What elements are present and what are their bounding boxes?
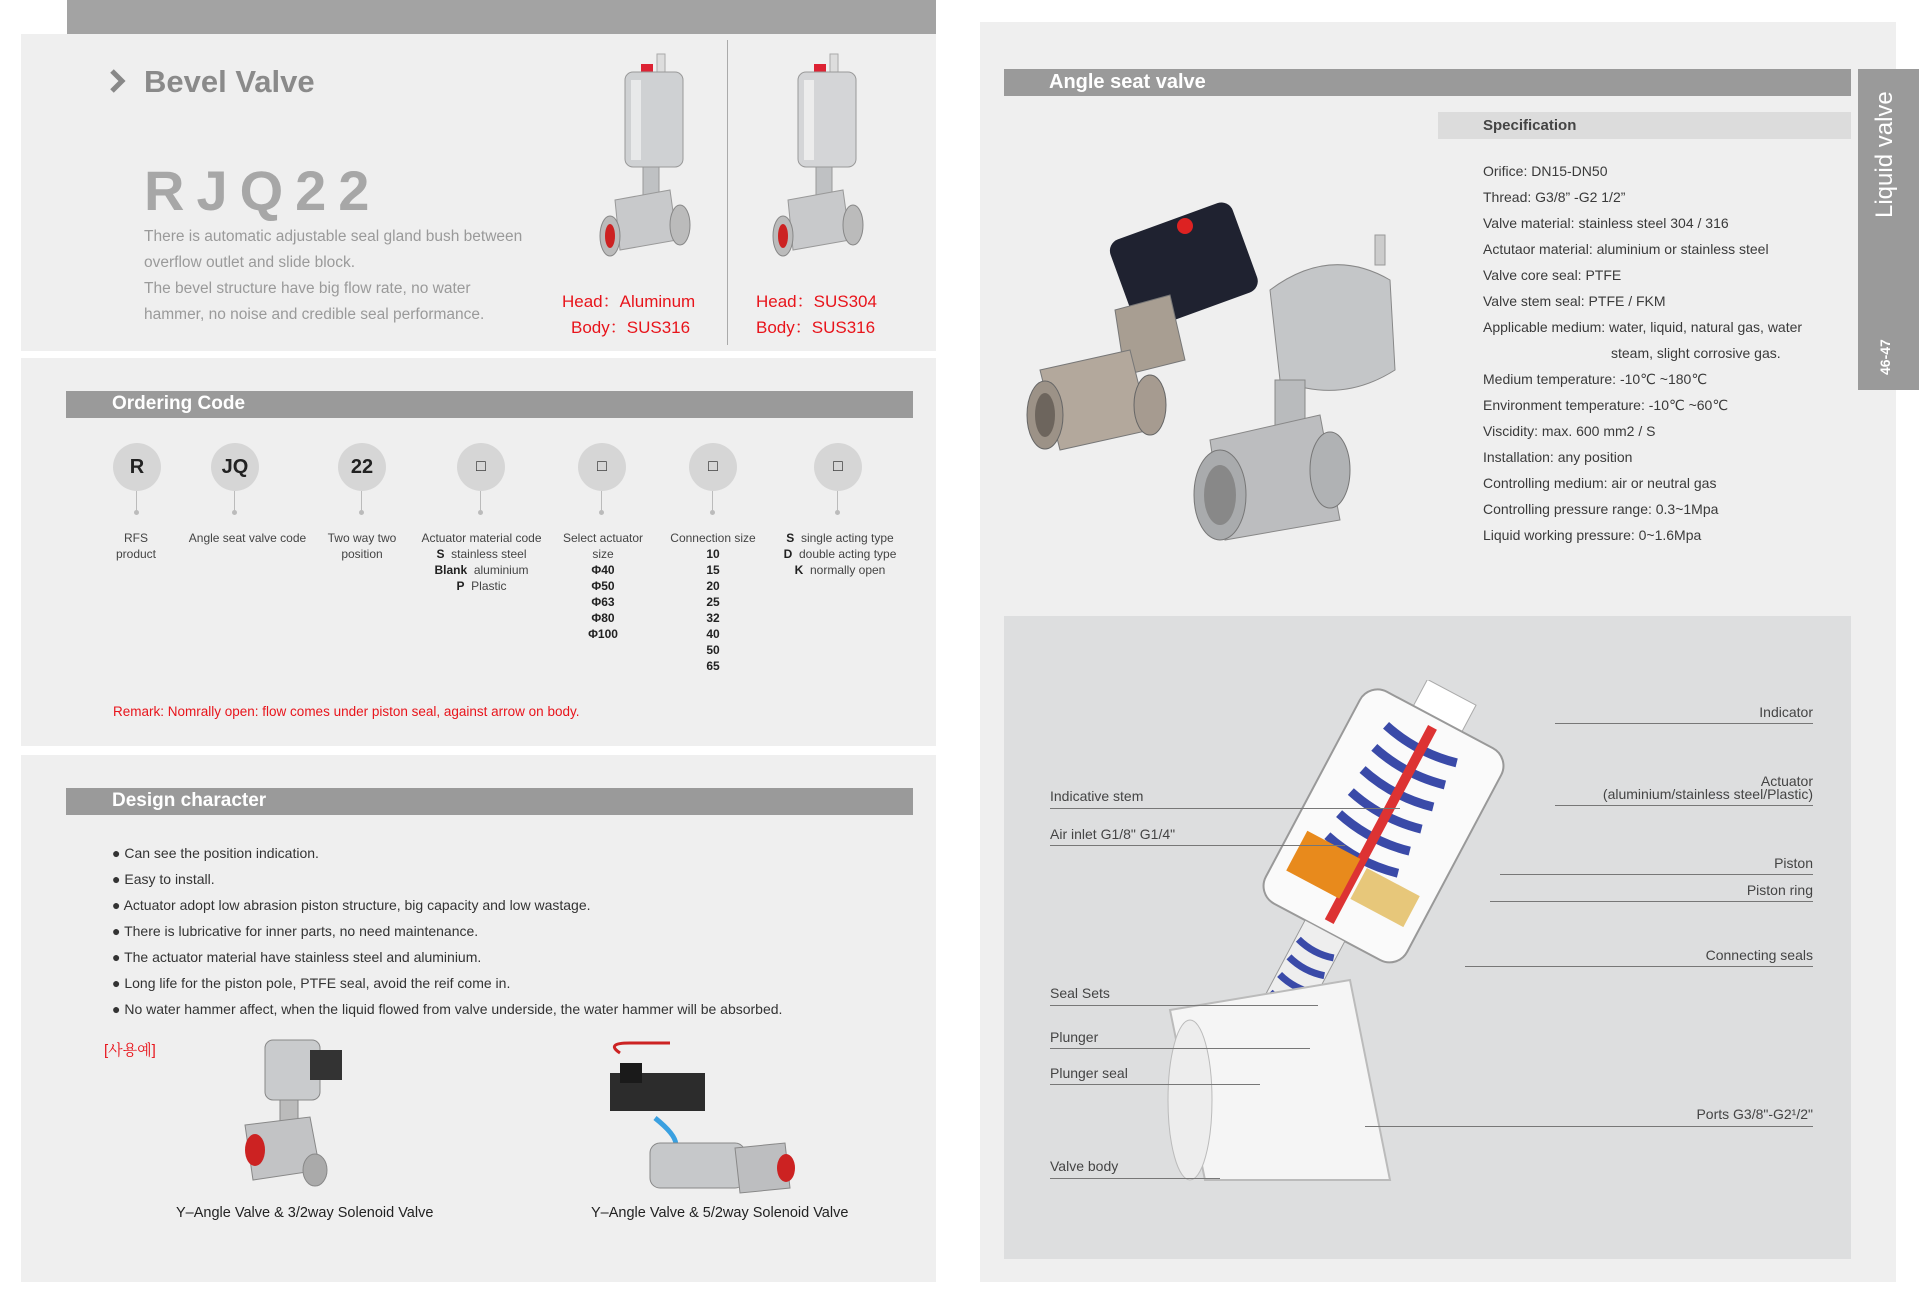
variant-1-body: Body：SUS316	[571, 318, 691, 337]
leader-line	[1555, 805, 1813, 806]
code-col-actuator-material	[414, 530, 549, 594]
leader-line	[1050, 1005, 1318, 1006]
code-key: 10	[706, 547, 720, 561]
leader-line	[1050, 808, 1400, 809]
label-indicative-stem: Indicative stem	[1050, 788, 1144, 804]
remark-text: Remark: Nomrally open: flow comes under piston seal, against arrow on body.	[113, 704, 580, 719]
spec-line: Liquid working pressure: 0~1.6Mpa	[1483, 527, 1702, 543]
label-plunger-seal: Plunger seal	[1050, 1065, 1128, 1081]
spec-line: Valve stem seal: PTFE / FKM	[1483, 293, 1666, 309]
model-code: RJQ22	[144, 159, 382, 222]
spec-line: Viscidity: max. 600 mm2 / S	[1483, 423, 1656, 439]
code-circle: □	[814, 443, 862, 491]
code-key: Φ40	[591, 563, 615, 577]
variant-1-head: Head：Aluminum	[562, 292, 696, 311]
connector-line	[480, 491, 481, 511]
label-ports: Ports G3/8"-G2¹/2"	[1696, 1106, 1813, 1122]
connector-line	[837, 491, 838, 511]
sus304-valve-image	[758, 50, 868, 275]
code-circle: 22	[338, 443, 386, 491]
design-bullet: ● Actuator adopt low abrasion piston structure, big capacity and low wastage.	[112, 897, 591, 913]
design-bullet: ● Easy to install.	[112, 871, 215, 887]
label-seal-sets: Seal Sets	[1050, 985, 1110, 1001]
code-col-two-way	[316, 530, 408, 562]
connector-dot	[710, 510, 715, 515]
connector-dot	[359, 510, 364, 515]
connector-dot	[478, 510, 483, 515]
description-line: overflow outlet and slide block.	[144, 254, 356, 271]
spec-line: Applicable medium: water, liquid, natural gas, water	[1483, 319, 1803, 335]
connector-line	[361, 491, 362, 511]
code-col-actuator-size	[552, 530, 654, 642]
code-circle: R	[113, 443, 161, 491]
leader-line	[1050, 1048, 1310, 1049]
angle-seat-header	[1004, 69, 1851, 96]
code-col-acting-type	[770, 530, 910, 578]
connector-line	[234, 491, 235, 511]
code-text: single acting type	[800, 531, 894, 545]
spec-line: Controlling pressure range: 0.3~1Mpa	[1483, 501, 1719, 517]
leader-line	[1050, 845, 1345, 846]
code-key: S	[436, 547, 445, 561]
code-col-connection-size	[660, 530, 766, 674]
code-text: normally open	[809, 563, 886, 577]
code-text: Actuator material code	[421, 531, 542, 545]
design-bullet: ● Long life for the piston pole, PTFE seal, avoid the reif come in.	[112, 975, 511, 991]
left-top-band	[67, 0, 936, 34]
spec-line: Medium temperature: -10℃ ~180℃	[1483, 371, 1708, 387]
spec-line: Orifice: DN15-DN50	[1483, 163, 1608, 179]
code-key: Φ100	[588, 627, 618, 641]
code-text: Two way two	[327, 531, 397, 545]
connector-line	[136, 491, 137, 511]
code-col-rfs	[100, 530, 172, 562]
design-bullet: ● Can see the position indication.	[112, 845, 319, 861]
label-air-inlet: Air inlet G1/8" G1/4"	[1050, 826, 1176, 842]
section-title: Bevel Valve	[144, 64, 315, 99]
code-text: double acting type	[798, 547, 897, 561]
code-key: D	[783, 547, 793, 561]
connector-dot	[134, 510, 139, 515]
code-key: 50	[706, 643, 720, 657]
code-text: RFS	[124, 531, 148, 545]
spec-line: steam, slight corrosive gas.	[1611, 345, 1781, 361]
ordering-code-title: Ordering Code	[112, 393, 246, 414]
code-circle: □	[689, 443, 737, 491]
code-key: 25	[706, 595, 720, 609]
code-key: Φ63	[591, 595, 615, 609]
spec-line: Actutaor material: aluminium or stainless steel	[1483, 241, 1769, 257]
ordering-code-header	[66, 391, 913, 418]
code-text: Plastic	[471, 579, 507, 593]
design-bullet: ● No water hammer affect, when the liquid flowed from valve underside, the water hammer will be absorbed.	[112, 1001, 783, 1017]
label-connecting-seals: Connecting seals	[1705, 947, 1813, 963]
liquid-valve-tab-label: Liquid valve	[1871, 91, 1898, 218]
example-tag: [사용예]	[104, 1042, 156, 1059]
leader-line	[1500, 874, 1813, 875]
leader-line	[1465, 966, 1813, 967]
connector-dot	[599, 510, 604, 515]
code-text: position	[341, 547, 383, 561]
leader-line	[1365, 1126, 1813, 1127]
leader-line	[1555, 723, 1813, 724]
code-key: 40	[706, 627, 720, 641]
code-text: Connection size	[670, 531, 756, 545]
caption-52-solenoid: Y–Angle Valve & 5/2way Solenoid Valve	[591, 1205, 849, 1221]
description-line: The bevel structure have big flow rate, no water	[144, 280, 471, 297]
code-circle: □	[457, 443, 505, 491]
code-key: 32	[706, 611, 720, 625]
design-bullet: ● The actuator material have stainless steel and aluminium.	[112, 949, 482, 965]
code-key: K	[794, 563, 804, 577]
label-piston-ring: Piston ring	[1746, 882, 1813, 898]
solenoid-52-valve-image	[600, 1038, 800, 1198]
leader-line	[1490, 901, 1813, 902]
label-piston: Piston	[1774, 855, 1813, 871]
code-text: stainless steel	[451, 547, 527, 561]
code-key: Blank	[434, 563, 468, 577]
bevel-description	[144, 224, 522, 328]
code-circle: JQ	[211, 443, 259, 491]
code-key: P	[456, 579, 465, 593]
label-actuator-material: (aluminium/stainless steel/Plastic)	[1602, 786, 1813, 802]
connector-dot	[835, 510, 840, 515]
code-text: aluminium	[473, 563, 529, 577]
angle-seat-steel-valve-image	[1180, 230, 1410, 550]
design-bullet: ● There is lubricative for inner parts, no need maintenance.	[112, 923, 479, 939]
label-actuator: Actuator	[1760, 773, 1813, 789]
variant-2-head: Head：SUS304	[756, 292, 877, 311]
specification-title: Specification	[1483, 117, 1577, 134]
spec-line: Valve material: stainless steel 304 / 316	[1483, 215, 1729, 231]
caption-32-solenoid: Y–Angle Valve & 3/2way Solenoid Valve	[176, 1205, 434, 1221]
specification-header	[1438, 112, 1851, 139]
connector-line	[712, 491, 713, 511]
description-line: hammer, no noise and credible seal performance.	[144, 306, 485, 323]
label-plunger: Plunger	[1050, 1029, 1099, 1045]
code-text: size	[592, 547, 614, 561]
variant-2-body: Body：SUS316	[756, 318, 876, 337]
chevron-right-icon	[108, 68, 128, 99]
spec-line: Environment temperature: -10℃ ~60℃	[1483, 397, 1729, 413]
valve-cutaway-drawing	[1150, 680, 1590, 1190]
code-key: Φ50	[591, 579, 615, 593]
code-key: 20	[706, 579, 720, 593]
design-character-panel	[21, 755, 936, 1282]
code-text: Angle seat valve code	[188, 531, 307, 545]
divider	[727, 40, 728, 345]
code-circle: □	[578, 443, 626, 491]
spec-line: Valve core seal: PTFE	[1483, 267, 1622, 283]
code-key: S	[786, 531, 795, 545]
page-number: 46-47	[1877, 339, 1893, 375]
code-key: 15	[706, 563, 720, 577]
leader-line	[1050, 1178, 1220, 1179]
spec-line: Installation: any position	[1483, 449, 1633, 465]
solenoid-32-valve-image	[225, 1035, 345, 1195]
description-line: There is automatic adjustable seal gland bush between	[144, 228, 523, 245]
angle-seat-title: Angle seat valve	[1049, 71, 1206, 93]
connector-line	[601, 491, 602, 511]
spec-line: Controlling medium: air or neutral gas	[1483, 475, 1717, 491]
code-key: Φ80	[591, 611, 615, 625]
code-text: product	[115, 547, 157, 561]
code-key: 65	[706, 659, 720, 673]
design-character-title: Design character	[112, 790, 267, 811]
label-valve-body: Valve body	[1050, 1158, 1119, 1174]
code-text: Select actuator	[562, 531, 644, 545]
leader-line	[1050, 1084, 1260, 1085]
design-character-header	[66, 788, 913, 815]
label-indicator: Indicator	[1759, 704, 1813, 720]
spec-line: Thread: G3/8” -G2 1/2”	[1483, 189, 1626, 205]
connector-dot	[232, 510, 237, 515]
code-col-angle	[180, 530, 315, 546]
aluminum-valve-image	[585, 50, 695, 275]
